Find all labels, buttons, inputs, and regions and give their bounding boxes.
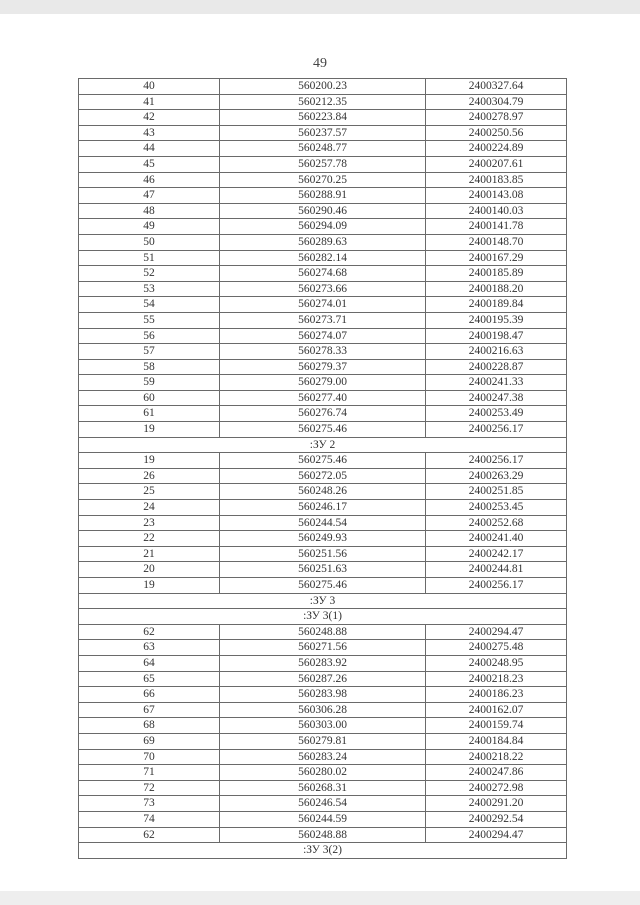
table-row	[79, 422, 567, 438]
table-row	[79, 94, 567, 110]
x-coordinate: 560244.59	[220, 811, 426, 827]
table-row	[79, 780, 567, 796]
y-coordinate: 2400198.47	[426, 328, 567, 344]
subsection-heading: :ЗУ 3(1)	[79, 609, 567, 625]
y-coordinate: 2400185.89	[426, 266, 567, 282]
x-coordinate: 560248.88	[220, 624, 426, 640]
y-coordinate: 2400294.47	[426, 827, 567, 843]
table-row	[79, 515, 567, 531]
table-row	[79, 390, 567, 406]
point-number: 65	[79, 671, 220, 687]
point-number: 50	[79, 234, 220, 250]
x-coordinate: 560294.09	[220, 219, 426, 235]
point-number: 66	[79, 687, 220, 703]
x-coordinate: 560248.77	[220, 141, 426, 157]
x-coordinate: 560273.66	[220, 281, 426, 297]
table-row	[79, 203, 567, 219]
x-coordinate: 560200.23	[220, 79, 426, 95]
x-coordinate: 560282.14	[220, 250, 426, 266]
point-number: 24	[79, 500, 220, 516]
y-coordinate: 2400162.07	[426, 702, 567, 718]
table-row	[79, 468, 567, 484]
y-coordinate: 2400167.29	[426, 250, 567, 266]
x-coordinate: 560249.93	[220, 531, 426, 547]
y-coordinate: 2400218.22	[426, 749, 567, 765]
y-coordinate: 2400224.89	[426, 141, 567, 157]
x-coordinate: 560275.46	[220, 578, 426, 594]
scan-bottom-edge	[0, 891, 640, 905]
point-number: 73	[79, 796, 220, 812]
point-number: 47	[79, 188, 220, 204]
section-heading: :ЗУ 2	[79, 437, 567, 453]
point-number: 57	[79, 344, 220, 360]
y-coordinate: 2400304.79	[426, 94, 567, 110]
x-coordinate: 560237.57	[220, 125, 426, 141]
table-row	[79, 687, 567, 703]
point-number: 46	[79, 172, 220, 188]
y-coordinate: 2400272.98	[426, 780, 567, 796]
subsection-heading-row	[79, 609, 567, 625]
table-row	[79, 718, 567, 734]
x-coordinate: 560283.24	[220, 749, 426, 765]
point-number: 67	[79, 702, 220, 718]
y-coordinate: 2400253.45	[426, 500, 567, 516]
section-1-rows	[79, 79, 567, 438]
section-heading-row	[79, 593, 567, 609]
x-coordinate: 560277.40	[220, 390, 426, 406]
y-coordinate: 2400278.97	[426, 110, 567, 126]
table-row	[79, 546, 567, 562]
y-coordinate: 2400247.38	[426, 390, 567, 406]
x-coordinate: 560270.25	[220, 172, 426, 188]
y-coordinate: 2400275.48	[426, 640, 567, 656]
y-coordinate: 2400228.87	[426, 359, 567, 375]
table-row	[79, 344, 567, 360]
y-coordinate: 2400256.17	[426, 422, 567, 438]
table-row	[79, 156, 567, 172]
table-row	[79, 312, 567, 328]
point-number: 40	[79, 79, 220, 95]
table-row	[79, 655, 567, 671]
table-row	[79, 827, 567, 843]
y-coordinate: 2400241.40	[426, 531, 567, 547]
point-number: 19	[79, 422, 220, 438]
table-row	[79, 562, 567, 578]
y-coordinate: 2400186.23	[426, 687, 567, 703]
point-number: 22	[79, 531, 220, 547]
y-coordinate: 2400256.17	[426, 578, 567, 594]
point-number: 48	[79, 203, 220, 219]
x-coordinate: 560248.26	[220, 484, 426, 500]
table-row	[79, 624, 567, 640]
point-number: 72	[79, 780, 220, 796]
point-number: 20	[79, 562, 220, 578]
y-coordinate: 2400256.17	[426, 453, 567, 469]
table-row	[79, 125, 567, 141]
y-coordinate: 2400327.64	[426, 79, 567, 95]
table-row	[79, 406, 567, 422]
x-coordinate: 560287.26	[220, 671, 426, 687]
point-number: 70	[79, 749, 220, 765]
table-row	[79, 110, 567, 126]
y-coordinate: 2400291.20	[426, 796, 567, 812]
point-number: 63	[79, 640, 220, 656]
x-coordinate: 560279.37	[220, 359, 426, 375]
x-coordinate: 560271.56	[220, 640, 426, 656]
y-coordinate: 2400188.20	[426, 281, 567, 297]
coordinates-table	[78, 78, 567, 859]
x-coordinate: 560283.98	[220, 687, 426, 703]
section-heading-row	[79, 437, 567, 453]
x-coordinate: 560268.31	[220, 780, 426, 796]
y-coordinate: 2400250.56	[426, 125, 567, 141]
table-row	[79, 702, 567, 718]
y-coordinate: 2400183.85	[426, 172, 567, 188]
x-coordinate: 560276.74	[220, 406, 426, 422]
y-coordinate: 2400159.74	[426, 718, 567, 734]
point-number: 49	[79, 219, 220, 235]
point-number: 19	[79, 578, 220, 594]
y-coordinate: 2400216.63	[426, 344, 567, 360]
x-coordinate: 560248.88	[220, 827, 426, 843]
table-row	[79, 297, 567, 313]
y-coordinate: 2400184.84	[426, 733, 567, 749]
table-row	[79, 671, 567, 687]
x-coordinate: 560246.17	[220, 500, 426, 516]
point-number: 26	[79, 468, 220, 484]
point-number: 71	[79, 765, 220, 781]
point-number: 43	[79, 125, 220, 141]
scan-top-edge	[0, 0, 640, 14]
point-number: 51	[79, 250, 220, 266]
table-row	[79, 141, 567, 157]
point-number: 53	[79, 281, 220, 297]
point-number: 69	[79, 733, 220, 749]
table-row	[79, 640, 567, 656]
x-coordinate: 560251.63	[220, 562, 426, 578]
y-coordinate: 2400140.03	[426, 203, 567, 219]
y-coordinate: 2400207.61	[426, 156, 567, 172]
point-number: 64	[79, 655, 220, 671]
table-row	[79, 328, 567, 344]
y-coordinate: 2400141.78	[426, 219, 567, 235]
point-number: 23	[79, 515, 220, 531]
section-heading: :ЗУ 3	[79, 593, 567, 609]
table-row	[79, 811, 567, 827]
x-coordinate: 560272.05	[220, 468, 426, 484]
y-coordinate: 2400148.70	[426, 234, 567, 250]
section-2-rows	[79, 453, 567, 593]
table-row	[79, 578, 567, 594]
x-coordinate: 560290.46	[220, 203, 426, 219]
x-coordinate: 560306.28	[220, 702, 426, 718]
y-coordinate: 2400248.95	[426, 655, 567, 671]
y-coordinate: 2400294.47	[426, 624, 567, 640]
section-3-1-rows	[79, 624, 567, 842]
point-number: 25	[79, 484, 220, 500]
point-number: 61	[79, 406, 220, 422]
x-coordinate: 560246.54	[220, 796, 426, 812]
y-coordinate: 2400252.68	[426, 515, 567, 531]
y-coordinate: 2400242.17	[426, 546, 567, 562]
x-coordinate: 560244.54	[220, 515, 426, 531]
x-coordinate: 560257.78	[220, 156, 426, 172]
point-number: 19	[79, 453, 220, 469]
x-coordinate: 560278.33	[220, 344, 426, 360]
table-row	[79, 250, 567, 266]
point-number: 58	[79, 359, 220, 375]
point-number: 60	[79, 390, 220, 406]
x-coordinate: 560279.00	[220, 375, 426, 391]
table-row	[79, 531, 567, 547]
point-number: 62	[79, 827, 220, 843]
table-row	[79, 219, 567, 235]
point-number: 74	[79, 811, 220, 827]
x-coordinate: 560283.92	[220, 655, 426, 671]
x-coordinate: 560303.00	[220, 718, 426, 734]
point-number: 41	[79, 94, 220, 110]
point-number: 62	[79, 624, 220, 640]
y-coordinate: 2400244.81	[426, 562, 567, 578]
x-coordinate: 560274.01	[220, 297, 426, 313]
table-row	[79, 266, 567, 282]
y-coordinate: 2400251.85	[426, 484, 567, 500]
table-row	[79, 796, 567, 812]
point-number: 52	[79, 266, 220, 282]
point-number: 68	[79, 718, 220, 734]
point-number: 59	[79, 375, 220, 391]
x-coordinate: 560288.91	[220, 188, 426, 204]
y-coordinate: 2400247.86	[426, 765, 567, 781]
y-coordinate: 2400253.49	[426, 406, 567, 422]
table-row	[79, 765, 567, 781]
point-number: 44	[79, 141, 220, 157]
point-number: 42	[79, 110, 220, 126]
x-coordinate: 560274.07	[220, 328, 426, 344]
y-coordinate: 2400241.33	[426, 375, 567, 391]
x-coordinate: 560275.46	[220, 422, 426, 438]
table-row	[79, 500, 567, 516]
table-row	[79, 484, 567, 500]
subsection-heading-row	[79, 843, 567, 859]
page-number: 49	[313, 56, 327, 71]
point-number: 55	[79, 312, 220, 328]
y-coordinate: 2400218.23	[426, 671, 567, 687]
x-coordinate: 560289.63	[220, 234, 426, 250]
table-row	[79, 375, 567, 391]
x-coordinate: 560212.35	[220, 94, 426, 110]
table-row	[79, 733, 567, 749]
subsection-heading: :ЗУ 3(2)	[79, 843, 567, 859]
point-number: 56	[79, 328, 220, 344]
table-row	[79, 234, 567, 250]
point-number: 45	[79, 156, 220, 172]
y-coordinate: 2400263.29	[426, 468, 567, 484]
x-coordinate: 560274.68	[220, 266, 426, 282]
table-row	[79, 749, 567, 765]
x-coordinate: 560279.81	[220, 733, 426, 749]
x-coordinate: 560280.02	[220, 765, 426, 781]
x-coordinate: 560275.46	[220, 453, 426, 469]
table-row	[79, 188, 567, 204]
y-coordinate: 2400189.84	[426, 297, 567, 313]
table-row	[79, 172, 567, 188]
point-number: 21	[79, 546, 220, 562]
x-coordinate: 560223.84	[220, 110, 426, 126]
table-row	[79, 281, 567, 297]
table-row	[79, 359, 567, 375]
point-number: 54	[79, 297, 220, 313]
y-coordinate: 2400292.54	[426, 811, 567, 827]
x-coordinate: 560273.71	[220, 312, 426, 328]
x-coordinate: 560251.56	[220, 546, 426, 562]
table-row	[79, 79, 567, 95]
table-row	[79, 453, 567, 469]
y-coordinate: 2400143.08	[426, 188, 567, 204]
y-coordinate: 2400195.39	[426, 312, 567, 328]
